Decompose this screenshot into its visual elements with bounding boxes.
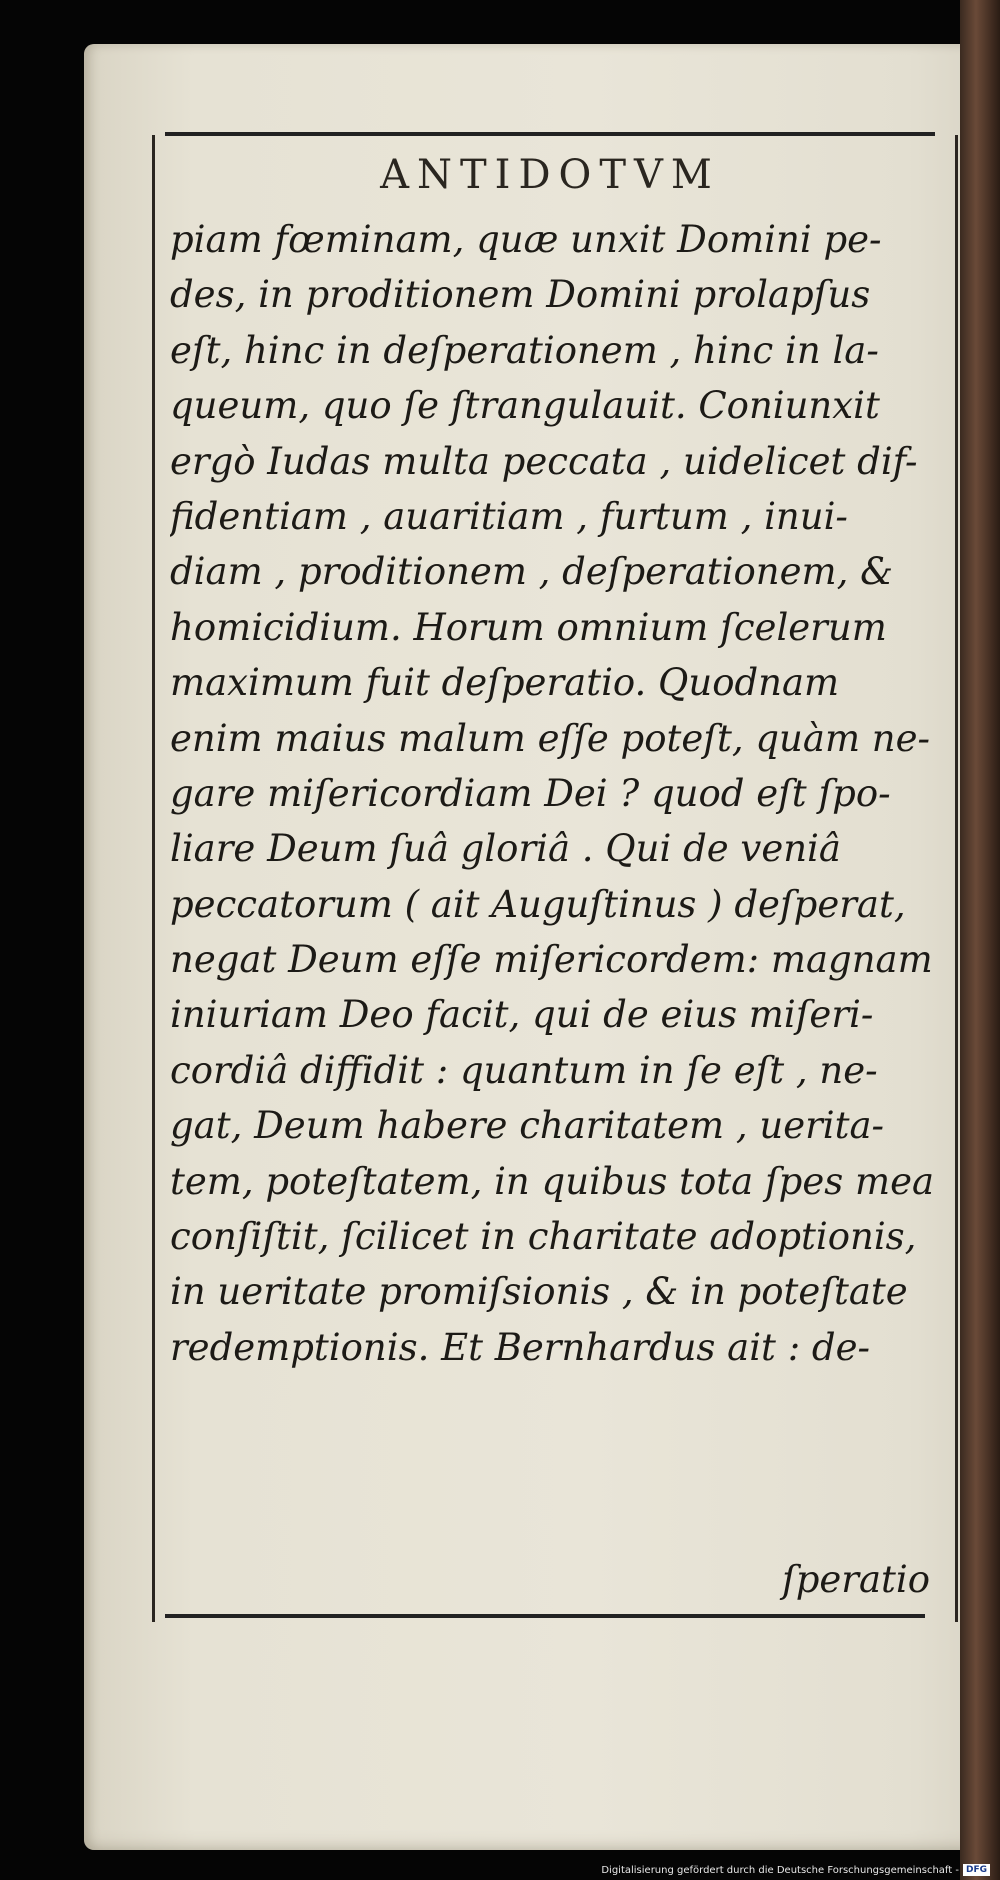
text-line: tem, poteſtatem, in quibus tota ſpes mea xyxy=(170,1159,935,1203)
text-line: liare Deum ſuâ gloriâ . Qui de veniâ xyxy=(170,827,841,871)
text-line: gare miſericordiam Dei ? quod eſt ſpo- xyxy=(170,771,891,815)
catchword: ſperatio xyxy=(782,1558,930,1601)
text-line: queum, quo ſe ſtrangulauit. Coniunxit xyxy=(170,384,880,428)
running-head: ANTIDOTVM xyxy=(380,152,720,198)
bottom-rule xyxy=(165,1614,925,1618)
text-line: redemptionis. Et Bernhardus ait : de- xyxy=(170,1325,871,1369)
text-line: gat, Deum habere charitatem , uerita- xyxy=(170,1104,885,1148)
text-line: homicidium. Horum omnium ſcelerum xyxy=(170,605,887,649)
body-text xyxy=(170,212,940,1375)
text-line: ergò Iudas multa peccata , uidelicet dif- xyxy=(170,439,918,483)
text-line: in ueritate promiſsionis , & in poteſtate xyxy=(170,1270,908,1314)
book-spine xyxy=(960,0,1000,1880)
dfg-logo: DFG xyxy=(963,1864,990,1876)
text-line: iniuriam Deo facit, qui de eius miſeri- xyxy=(170,993,874,1037)
text-line: eſt, hinc in deſperationem , hinc in la- xyxy=(170,328,879,372)
credit-text: Digitalisierung gefördert durch die Deutsche Forschungsgemeinschaft - xyxy=(601,1864,959,1876)
text-line: des, in proditionem Domini prolapſus xyxy=(170,273,871,317)
text-line: cordiâ diffidit : quantum in ſe eſt , ne- xyxy=(170,1048,878,1092)
text-line: fidentiam , auaritiam , furtum , inui- xyxy=(170,494,848,538)
text-line: maximum fuit deſperatio. Quodnam xyxy=(170,661,840,705)
digitization-credit xyxy=(601,1864,990,1876)
text-line: enim maius malum eſſe poteſt, quàm ne- xyxy=(170,716,931,760)
text-line: negat Deum eſſe miſericordem: magnam xyxy=(170,938,933,982)
text-line: conſiſtit, ſcilicet in charitate adoptionis, xyxy=(170,1215,917,1259)
text-line: peccatorum ( ait Auguſtinus ) deſperat, xyxy=(170,882,906,926)
text-line: piam fœminam, quæ unxit Domini pe- xyxy=(170,218,882,261)
text-line: diam , proditionem , deſperationem, & xyxy=(170,550,894,594)
